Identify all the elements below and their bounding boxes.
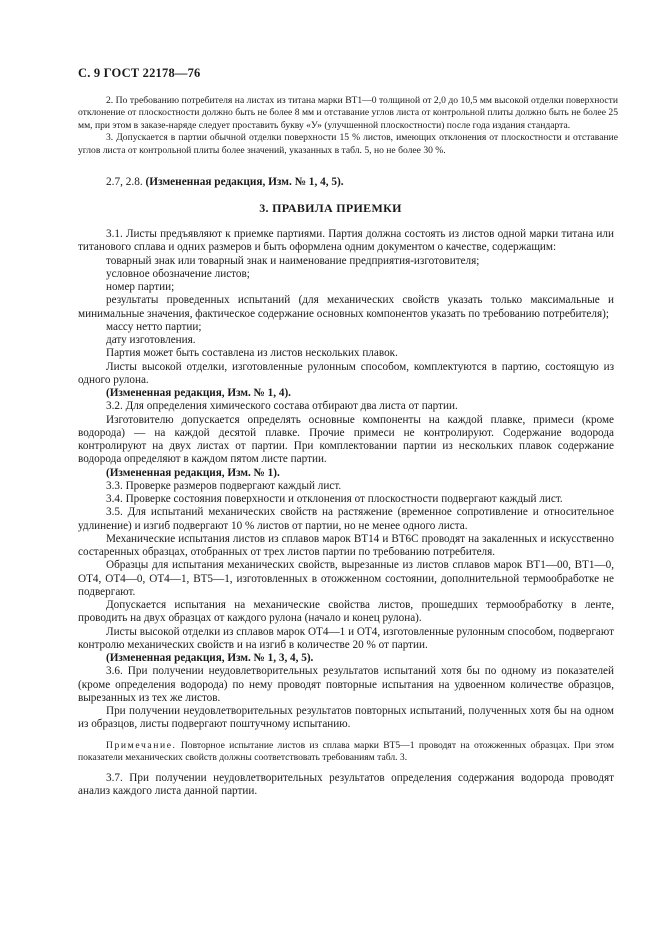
paragraph: Листы высокой отделки из сплавов марок ОТ4—1 и ОТ4, изготовленные рулонным способом, подвергают контролю механических свойств и на изгиб в количестве 20 % от партии. [78, 625, 614, 651]
clause-3-7: 3.7. При получении неудовлетворительных результатов определения содержания водорода проводят анализ каждого листа данной партии. [78, 772, 614, 798]
section-title: 3. ПРАВИЛА ПРИЕМКИ [259, 201, 402, 215]
amendment-line [106, 176, 344, 188]
paragraph: Механические испытания листов из сплавов марок ВТ14 и ВТ6С проводят на закаленных и искусственно состаренных образцах, отобранных от трех листов партии по требованию потребителя. [78, 532, 614, 558]
amendment-note: (Измененная редакция, Изм. № 1, 3, 4, 5). [106, 652, 314, 664]
amendment-note: (Измененная редакция, Изм. № 1). [106, 466, 280, 479]
note-text: Повторное испытание листов из сплава марки ВТ5—1 проводят на отожженных образцах. При этом показатели механических свойств должны соответствовать требованиям табл. 3. [78, 739, 614, 763]
clause-3-5: 3.5. Для испытаний механических свойств на растяжение (временное сопротивление и относительное удлинение) и изгиб подвергают 10 % листов от партии, но не менее одного листа. [78, 506, 614, 532]
note-3: 3. Допускается в партии обычной отделки поверхности 15 % листов, имеющих отклонения от плоскостности и отставание углов листа от контрольной плиты более значений, указанных в табл. 5, но не более 30 %. [78, 132, 618, 156]
table-notes [78, 95, 618, 157]
paragraph: Образцы для испытания механических свойств, вырезанные из листов сплавов марок ВТ1—00, ВТ1—0, ОТ4, ОТ4—0, ОТ4—1, ВТ5—1, изготовленных в отожженном состоянии, дополнительной термообработке не подвергают. [78, 559, 614, 598]
amendment-prefix: 2.7, 2.8. [106, 176, 146, 188]
clause-3-2: 3.2. Для определения химического состава отбирают два листа от партии. [106, 400, 458, 413]
list-item: условное обозначение листов; [106, 267, 250, 280]
page-header: С. 9 ГОСТ 22178—76 [78, 66, 201, 80]
paragraph: Листы высокой отделки, изготовленные рулонным способом, комплектуются в партию, состоящую из одного рулона. [78, 360, 614, 386]
list-item: дату изготовления. [106, 334, 196, 346]
note-2: 2. По требованию потребителя на листах из титана марки ВТ1—0 толщиной от 2,0 до 10,5 мм высокой отделки поверхности отклонение от плоскостности должно быть не более 8 мм и отставание углов листа от контрольной плиты должно быть не более 25 мм, при этом в заказе-наряде следует проставить букву «У» (улучшенной плоскостности) после года издания стандарта. [78, 95, 618, 131]
clause-3-4: 3.4. Проверке состояния поверхности и отклонения от плоскостности подвергают каждый лист. [106, 493, 563, 505]
list-item: результаты проведенных испытаний (для механических свойств указать только максимальные и минимальные значения, фактическое содержание основных компонентов указать по требованию потребителя); [78, 294, 614, 320]
clause-3-3: 3.3. Проверке размеров подвергают каждый лист. [106, 479, 342, 492]
list-item: номер партии; [106, 281, 175, 293]
note-paragraph [78, 740, 614, 765]
paragraph: Изготовителю допускается определять основные компоненты на каждой плавке, примеси (кроме водорода) — на каждой десятой плавке. Прочие примеси не контролируют. Содержание водорода контролируют на двух листах от партии. При комплектовании партии из нескольких плавок содержание водорода определяют в каждом пятом листе партии. [78, 413, 614, 466]
paragraph: Допускается испытания на механические свойства листов, прошедших термообработку в ленте, проводить на двух образцах от каждого рулона (начало и конец рулона). [78, 599, 614, 625]
amendment-note: (Измененная редакция, Изм. № 1, 4). [106, 387, 291, 399]
note-label: Примечание. [106, 739, 177, 751]
clause-3-6: 3.6. При получении неудовлетворительных результатов испытаний хотя бы по одному из показателей (кроме определения водорода) по нему проводят повторные испытания на удвоенном количестве образцов, вырезанных из тех же листов. [78, 665, 614, 704]
paragraph: Партия может быть составлена из листов нескольких плавок. [106, 347, 398, 360]
paragraph: При получении неудовлетворительных результатов повторных испытаний, полученных хотя бы на одном из образцов, листы подвергают поштучному испытанию. [78, 705, 614, 731]
list-item: массу нетто партии; [106, 320, 202, 333]
list-item: товарный знак или товарный знак и наименование предприятия-изготовителя; [106, 254, 480, 267]
amendment-bold: (Измененная редакция, Изм. № 1, 4, 5). [145, 176, 344, 188]
clause-3-1: 3.1. Листы предъявляют к приемке партиями. Партия должна состоять из листов одной марки титана или титанового сплава и одних размеров и быть оформлена одним документом о качестве, содержащим: [78, 228, 614, 254]
section-body [78, 228, 614, 799]
